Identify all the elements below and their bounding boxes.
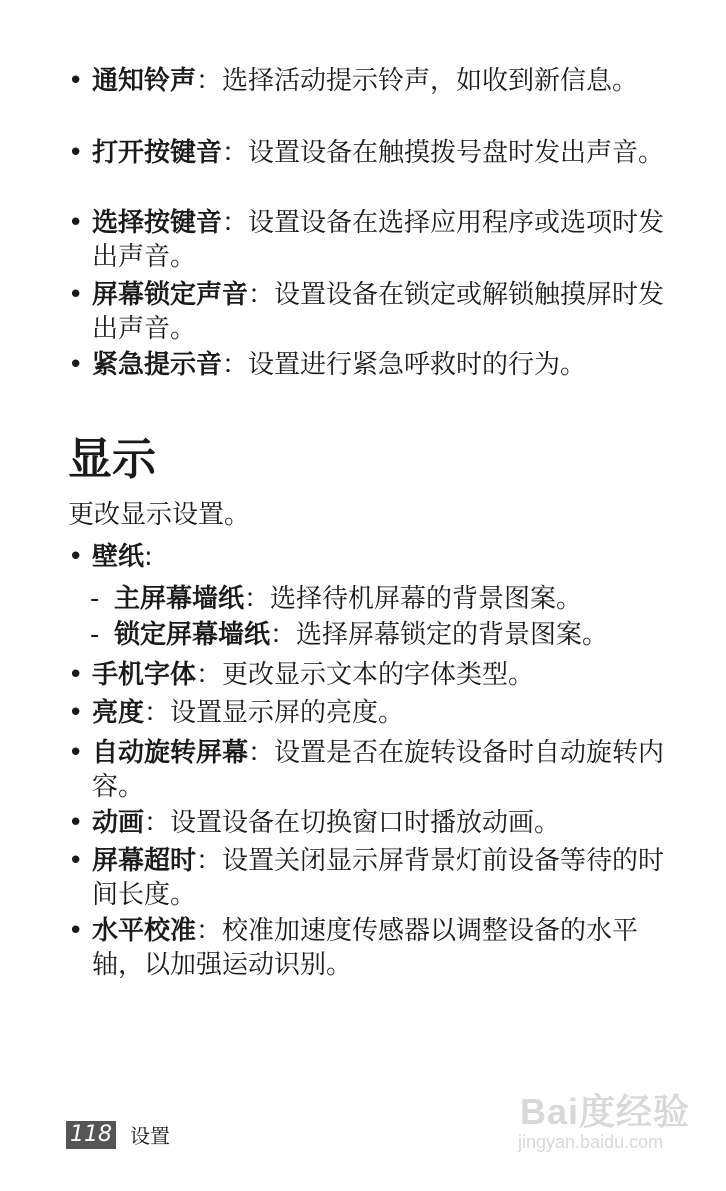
bullet: • (68, 916, 84, 946)
list-item (68, 914, 668, 982)
item-sep: ： (222, 138, 249, 168)
item-desc: 设置进行紧急呼救时的行为。 (248, 350, 587, 380)
list-item (68, 696, 668, 730)
sub-sep: ： (270, 620, 297, 650)
bullet: • (68, 738, 84, 768)
item-desc: 设置设备在锁定或解锁触摸屏时发出声音。 (92, 280, 665, 344)
bullet: • (68, 698, 84, 728)
item-term: 通知铃声 (92, 66, 197, 96)
item-sep: ： (222, 350, 249, 380)
item-desc: 设置设备在触摸拨号盘时发出声音。 (248, 138, 665, 168)
item-sep: ： (196, 660, 223, 690)
item-term: 屏幕锁定声音 (92, 280, 249, 310)
item-term: 选择按键音 (92, 208, 223, 238)
bullet: • (68, 280, 84, 310)
item-term: 紧急提示音 (92, 350, 223, 380)
sub-item (90, 618, 690, 652)
bullet: • (68, 66, 84, 96)
list-item (68, 736, 668, 804)
page-number: 118 (66, 1121, 116, 1149)
baidu-watermark (500, 1082, 700, 1162)
sub-item (90, 582, 690, 616)
list-item-wallpaper (68, 540, 668, 574)
item-desc: 设置设备在选择应用程序或选项时发出声音。 (92, 208, 665, 272)
sub-desc: 选择待机屏幕的背景图案。 (270, 584, 583, 614)
sub-term: 锁定屏幕墙纸 (114, 620, 271, 650)
item-desc: 设置关闭显示屏背景灯前设备等待的时间长度。 (92, 846, 665, 910)
dash: - (90, 584, 100, 614)
item-sep: ： (144, 808, 171, 838)
item-sep: ： (222, 208, 249, 238)
item-term: 水平校准 (92, 916, 197, 946)
item-term: 打开按键音 (92, 138, 223, 168)
sub-term: 主屏幕墙纸 (114, 584, 245, 614)
list-item (68, 136, 668, 170)
item-term: 壁纸 (92, 542, 145, 572)
item-desc: 设置显示屏的亮度。 (170, 698, 405, 728)
bullet: • (68, 138, 84, 168)
list-item (68, 844, 668, 912)
bullet: • (68, 846, 84, 876)
item-sep: ： (248, 738, 275, 768)
bullet: • (68, 208, 84, 238)
dash: - (90, 620, 100, 650)
item-sep: : (144, 542, 153, 572)
item-desc: 选择活动提示铃声，如收到新信息。 (222, 66, 639, 96)
list-item (68, 64, 668, 98)
sub-desc: 选择屏幕锁定的背景图案。 (296, 620, 609, 650)
footer-label: 设置 (130, 1124, 170, 1148)
list-item (68, 278, 668, 346)
item-sep: ： (248, 280, 275, 310)
list-item (68, 806, 668, 840)
bullet: • (68, 542, 84, 572)
item-term: 屏幕超时 (92, 846, 197, 876)
bullet: • (68, 660, 84, 690)
section-intro: 更改显示设置。 (68, 500, 251, 530)
watermark-logo: Bai度经验 (520, 1091, 691, 1132)
item-sep: ： (144, 698, 171, 728)
item-term: 手机字体 (92, 660, 197, 690)
item-desc: 更改显示文本的字体类型。 (222, 660, 535, 690)
item-sep: ： (196, 916, 223, 946)
bullet: • (68, 350, 84, 380)
item-desc: 设置是否在旋转设备时自动旋转内容。 (92, 738, 665, 802)
bullet: • (68, 808, 84, 838)
sub-sep: ： (244, 584, 271, 614)
section-heading: 显示 (68, 434, 156, 485)
list-item (68, 206, 668, 274)
item-term: 自动旋转屏幕 (92, 738, 249, 768)
item-sep: ： (196, 846, 223, 876)
list-item (68, 658, 668, 692)
item-desc: 校准加速度传感器以调整设备的水平轴，以加强运动识别。 (92, 916, 639, 980)
item-sep: ： (196, 66, 223, 96)
list-item (68, 348, 668, 382)
item-term: 亮度 (92, 698, 145, 728)
watermark-site: jingyan.baidu.com (518, 1132, 664, 1152)
item-term: 动画 (92, 808, 145, 838)
item-desc: 设置设备在切换窗口时播放动画。 (170, 808, 561, 838)
